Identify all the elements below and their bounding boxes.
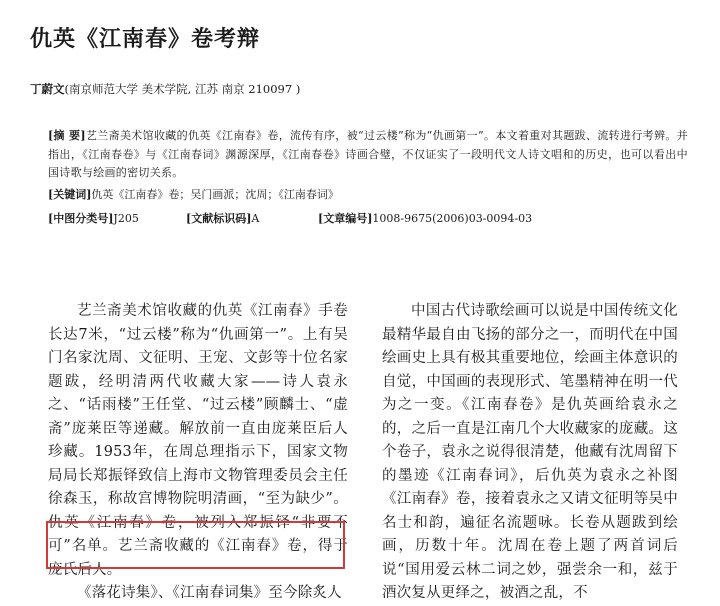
article-number-value: 1008-9675(2006)03-0094-03: [372, 212, 533, 225]
keywords: [48, 186, 688, 202]
abstract: [48, 127, 688, 183]
abstract-label: [摘 要]: [48, 129, 86, 142]
author-line: [30, 81, 300, 97]
doc-code-value: A: [251, 212, 260, 225]
author-name: 丁蔚文: [30, 82, 65, 96]
left-paragraph: [48, 300, 348, 582]
left-next-paragraph: 《落花诗集》、《江南春词集》至今除炙人: [77, 585, 342, 601]
article-number-label: [文章编号]: [318, 212, 373, 225]
abstract-text: 艺兰斋美术馆收藏的仇英《江南春》卷，流传有序，被“过云楼”称为“仇画第一”。本文着重对其题跋、流转进行考辨。并指出，《江南春卷》与《江南春词》渊源深厚，《江南春卷》诗画合璧，不仅证实了一段明代文人诗文唱和的历史，也可以看出中国诗歌与绘画的密切关系。: [48, 129, 688, 179]
doc-code-label: [文献标识码]: [186, 212, 252, 225]
clc-cell: [48, 210, 186, 226]
article-title: 仇英《江南春》卷考辩: [30, 27, 261, 52]
right-paragraph: 中国古代诗歌绘画可以说是中国传统文化最精华最自由飞扬的部分之一，而明代在中国绘画史上具有极其重要地位，绘画主体意识的自觉，中国画的表现形式、笔墨精神在明一代为之一变。《江南春卷》是仇英画给袁永之的，之后一直是江南几个大收藏家的庞藏。这个卷子，袁永之说得很清楚，他藏有沈周留下的墨迹《江南春词》，后仇英为袁永之补图《江南春》卷，接着袁永之又请文征明等吴中名士和韵，遍征名流题咏。长卷从题跋到绘画，历数十年。沈周在卷上题了两首词后说“国用爱云林二词之妙，强尝余一和，兹于酒次复从更绎之，被酒之乱，不: [382, 303, 678, 601]
classification-row: [48, 210, 708, 226]
keywords-label: [关键词]: [48, 188, 92, 201]
keywords-text: 仇英《江南春》卷；吴门画派；沈周；《江南春词》: [91, 188, 339, 201]
doc-code-cell: [186, 210, 318, 226]
body-left-column: [48, 300, 348, 606]
author-affiliation: (南京师范大学 美术学院, 江苏 南京 210097 ): [64, 82, 301, 96]
article-number-cell: [318, 210, 532, 226]
left-main-text: 艺兰斋美术馆收藏的仇英《江南春》手卷长达7米，“过云楼”称为“仇画第一”。上有吴门名家沈周、文征明、王宠、文彭等十位名家题跋，经明清两代收藏大家——诗人袁永之、“话雨楼”王任堂、“过云楼”顾麟士、“虚斋”庞莱臣等递藏。解放前一直由庞莱臣后人珍藏。1953年，在周总理指示下，国家文物局局长郑振铎致信上海市文物管理委员会主任徐森玉，称故宫博物院明清画，“至为缺少”。仇英《江南春》卷，被列入郑振铎: [48, 303, 348, 531]
body-right-column: [382, 300, 678, 606]
clc-label: [中图分类号]: [48, 212, 114, 225]
left-highlight-text: “非要不可”名单。艺兰斋收藏的《江南春》卷，得于庞氏后人。: [48, 514, 348, 578]
clc-value: J205: [113, 212, 139, 225]
